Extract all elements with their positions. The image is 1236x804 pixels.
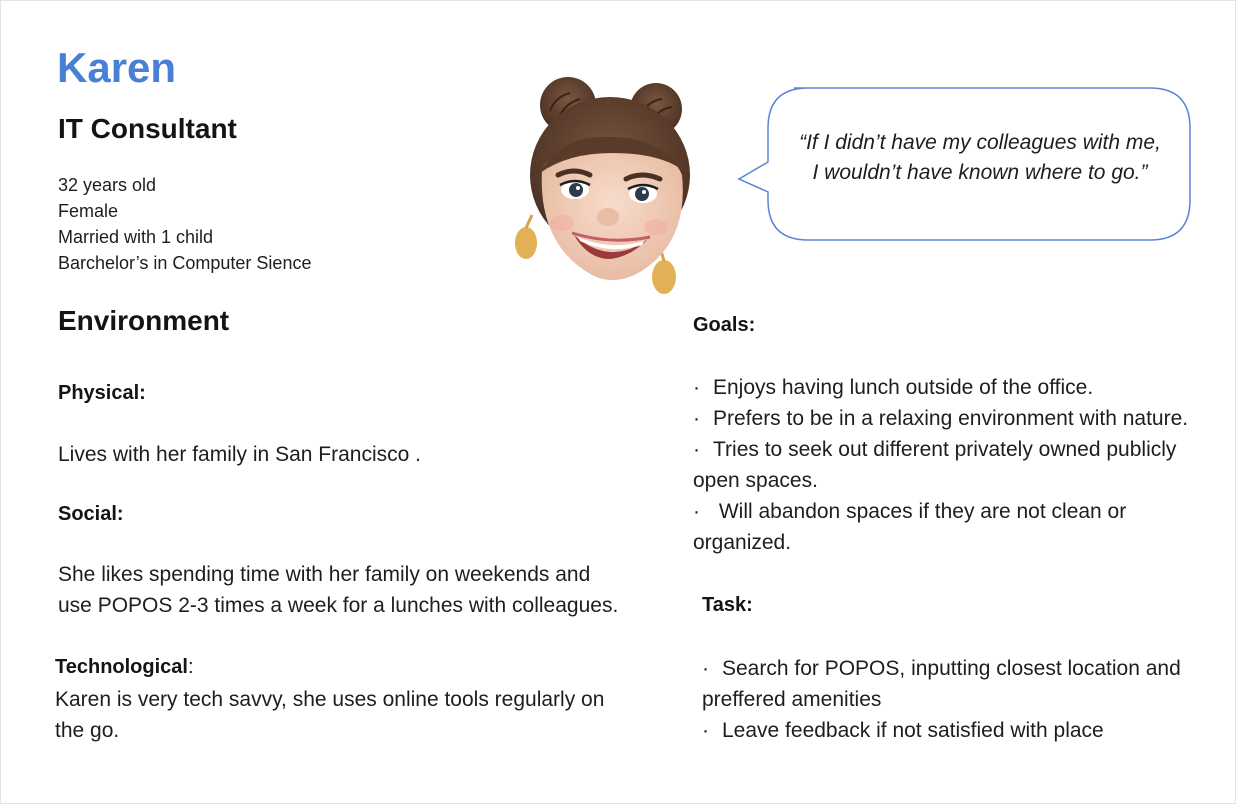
persona-role: IT Consultant: [58, 113, 237, 144]
bullet-icon: ·: [693, 407, 700, 430]
goals-heading: Goals:: [693, 314, 756, 336]
physical-text: Lives with her family in San Francisco .: [58, 443, 421, 466]
technological-text-line-2: the go.: [55, 719, 120, 742]
goal-item: · Tries to seek out different privately owned publicly: [693, 434, 1213, 465]
avatar-icon: [510, 75, 710, 300]
fact-gender: Female: [58, 201, 119, 221]
bullet-icon: ·: [693, 500, 700, 523]
bullet-icon: ·: [693, 376, 700, 399]
task-item: · Search for POPOS, inputting closest location and: [702, 653, 1212, 684]
quote-line-2: I wouldn’t have known where to go.”: [812, 161, 1148, 184]
task-item: · Leave feedback if not satisfied with place: [702, 715, 1212, 746]
technological-text-line-1: Karen is very tech savvy, she uses online tools regularly on: [55, 688, 605, 711]
persona-name: Karen: [57, 44, 177, 91]
fact-family: Married with 1 child: [58, 227, 214, 247]
goal-item: · Will abandon spaces if they are not clean or: [693, 496, 1213, 527]
goal-item-continuation: organized.: [693, 531, 792, 554]
technological-colon: :: [187, 656, 194, 678]
technological-label: Technological: [55, 656, 188, 678]
task-item-continuation: preffered amenities: [702, 688, 882, 711]
task-list: [702, 653, 1212, 746]
bullet-icon: ·: [702, 657, 709, 680]
goal-item-continuation: open spaces.: [693, 469, 818, 492]
task-heading: Task:: [702, 594, 753, 616]
social-text-line-1: She likes spending time with her family on weekends and: [58, 563, 591, 586]
social-text: [58, 559, 618, 621]
social-label: Social:: [58, 503, 124, 525]
technological-text: [55, 684, 604, 746]
environment-heading: Environment: [58, 305, 230, 336]
bullet-icon: ·: [702, 719, 709, 742]
persona-facts: [58, 172, 311, 276]
fact-education: Barchelor’s in Computer Sience: [58, 253, 312, 273]
bullet-icon: ·: [693, 438, 700, 461]
physical-label: Physical:: [58, 382, 146, 404]
quote-line-1: “If I didn’t have my colleagues with me,: [799, 131, 1161, 154]
technological-heading: [55, 656, 194, 679]
goals-list: [693, 372, 1213, 558]
persona-quote: [780, 128, 1180, 188]
social-text-line-2: use POPOS 2-3 times a week for a lunches with colleagues.: [58, 594, 619, 617]
goal-item: · Prefers to be in a relaxing environment with nature.: [693, 403, 1213, 434]
goal-item: · Enjoys having lunch outside of the office.: [693, 372, 1213, 403]
fact-age: 32 years old: [58, 175, 157, 195]
